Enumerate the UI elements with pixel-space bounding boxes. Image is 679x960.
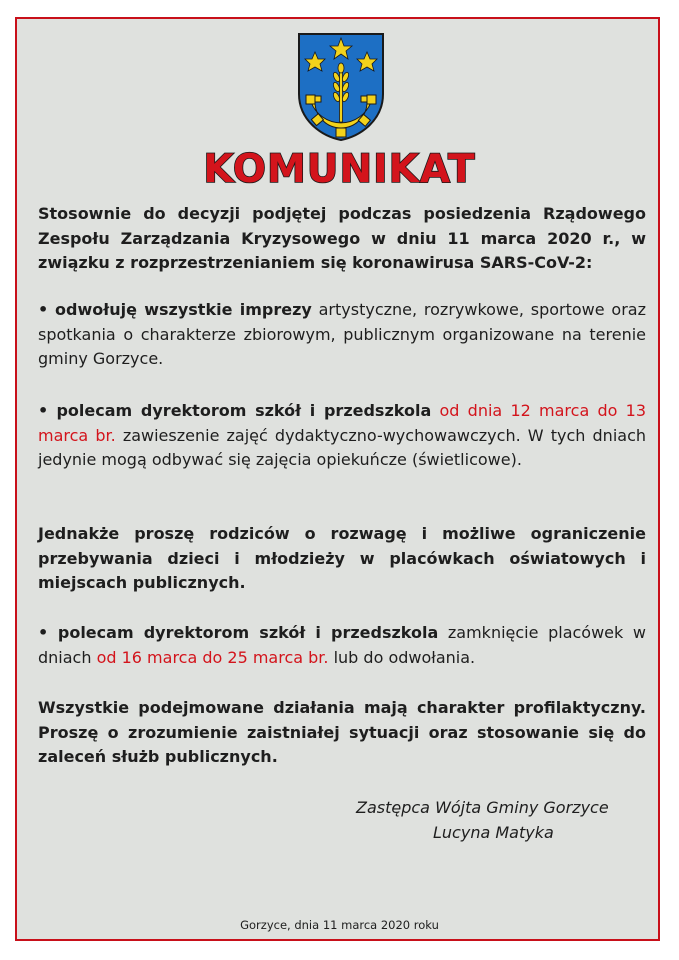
footer-date: Gorzyce, dnia 11 marca 2020 roku xyxy=(240,918,439,932)
bullet: • xyxy=(38,300,49,319)
intro-paragraph xyxy=(38,202,646,276)
lead-text: polecam dyrektorom szkół i przedszkola xyxy=(57,623,439,642)
signature-name: Lucyna Matyka xyxy=(433,823,554,842)
bullet: • xyxy=(38,401,49,420)
paragraph-cancel-events xyxy=(38,298,646,372)
body-text: zawieszenie zajęć dydaktyczno-wychowawczych. W tych dniach jedynie mogą odbywać się zajęcia opiekuńcze (świetlicowe). xyxy=(38,425,647,469)
body-text-end: lub do odwołania. xyxy=(328,647,476,667)
paragraph-suspend-classes xyxy=(38,399,646,473)
paragraph-parents-appeal xyxy=(38,522,646,596)
body-text: Jednakże proszę rodziców o rozwagę i możliwe ograniczenie przebywania dzieci i młodzieży w placówkach oświatowych i miejscach publicznych. xyxy=(38,524,646,592)
paragraph-prophylactic xyxy=(38,696,646,770)
date-range-text: od 16 marca do 25 marca br. xyxy=(96,647,329,667)
lead-text: polecam dyrektorom szkół i przedszkola xyxy=(56,401,432,420)
notice-title: KOMUNIKAT xyxy=(203,147,476,192)
intro-text: Stosownie do decyzji podjętej podczas posiedzenia Rządowego Zespołu Zarządzania Kryzysowego w dniu 11 marca 2020 r., w związku z rozprzestrzenianiem się koronawirusa SARS-CoV-2: xyxy=(38,204,646,272)
lead-text: odwołuję wszystkie imprezy xyxy=(55,300,312,319)
date-range-text: od dnia 12 marca do 13 marca br. xyxy=(38,401,647,445)
coat-of-arms-icon xyxy=(297,32,385,142)
bullet: • xyxy=(38,623,49,642)
body-text: artystyczne, rozrywkowe, sportowe oraz spotkania o charakterze zbiorowym, publicznym organizowane na terenie gminy Gorzyce. xyxy=(38,300,646,368)
body-text: Wszystkie podejmowane działania mają charakter profilaktyczny. Proszę o zrozumienie zaistniałej sytuacji oraz stosowanie się do zaleceń służb publicznych. xyxy=(38,698,646,766)
body-text: zamknięcie placówek w dniach xyxy=(38,623,646,667)
paragraph-close-schools xyxy=(38,621,646,670)
signature-role: Zastępca Wójta Gminy Gorzyce xyxy=(356,798,609,817)
